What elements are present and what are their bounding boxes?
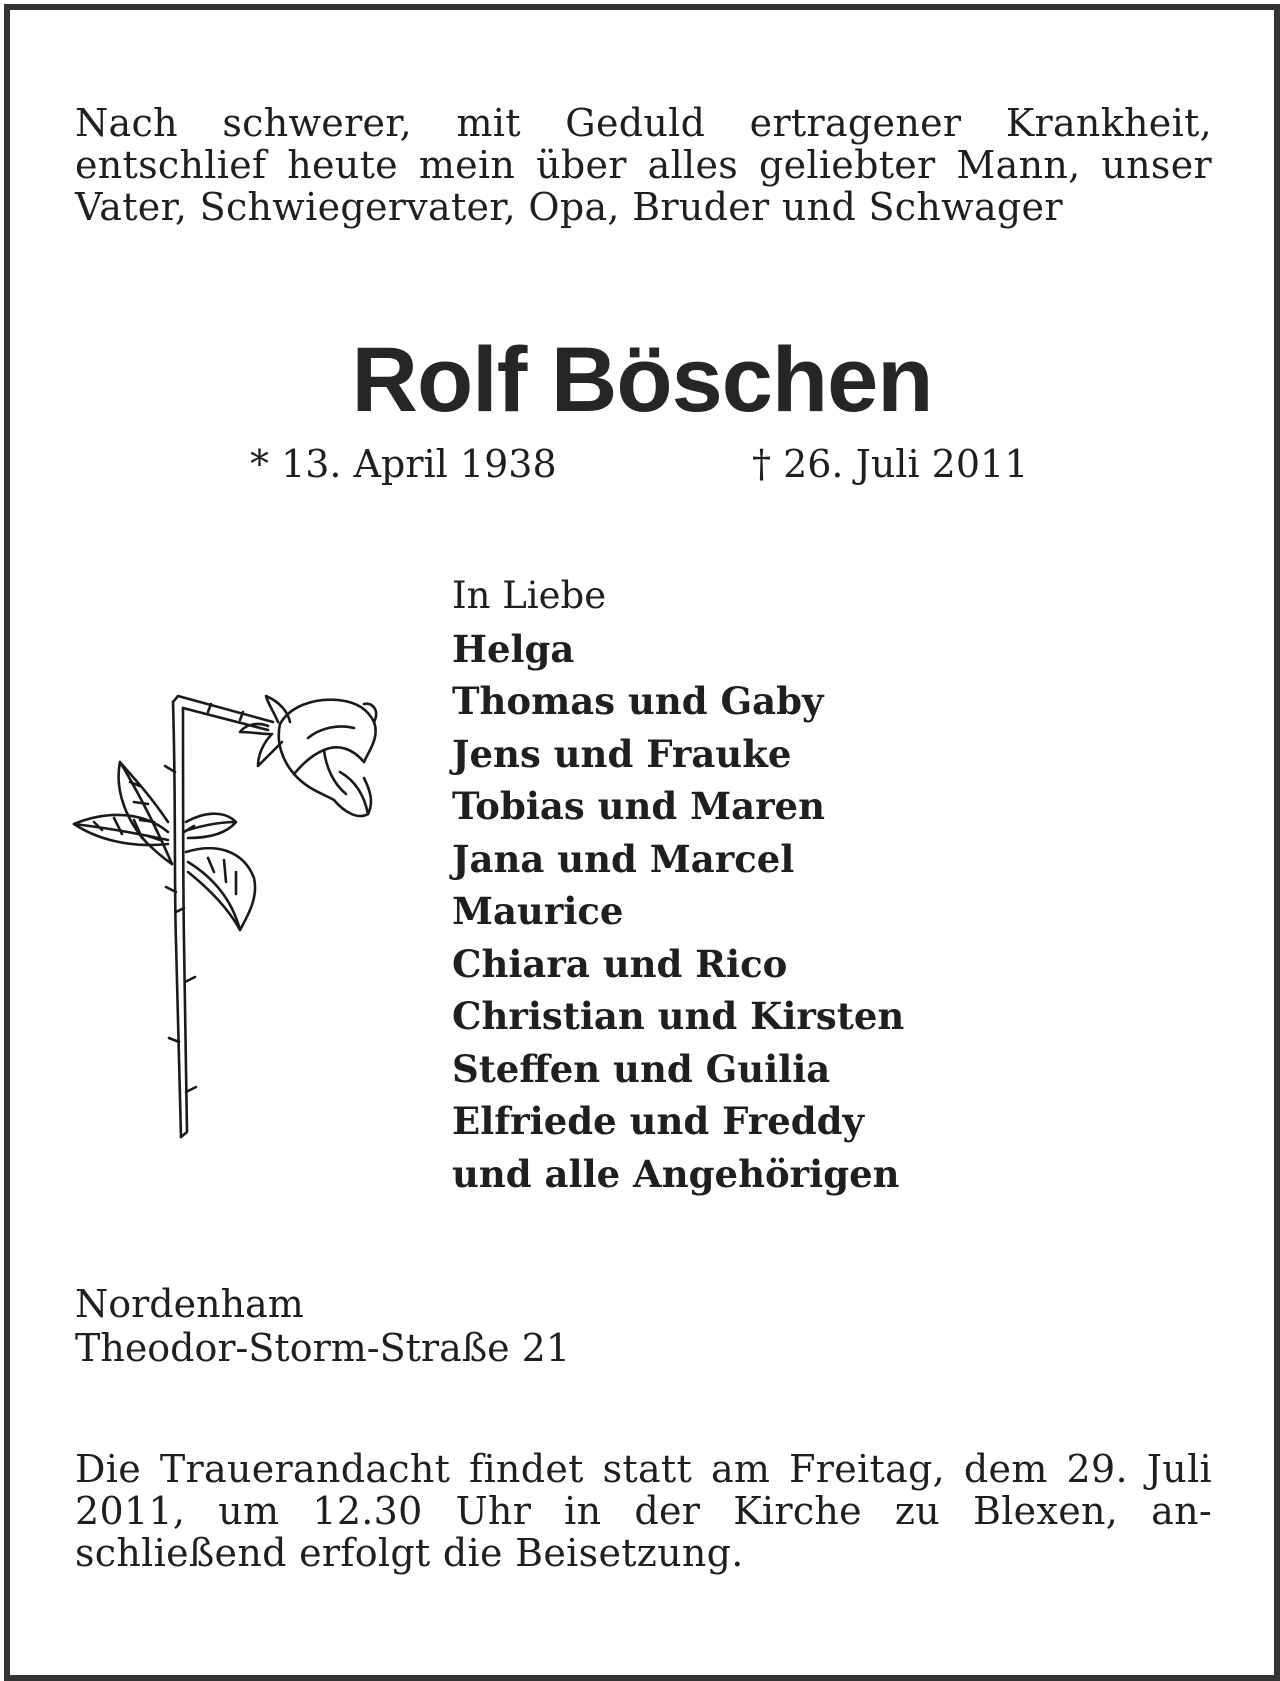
intro-line: Vater, Schwiegervater, Opa, Bruder und Schwager [75, 185, 1063, 229]
mourner-name: Helga [452, 626, 575, 671]
address-street: Theodor-Storm-Straße 21 [75, 1326, 571, 1370]
mourner-name: Steffen und Guilia [452, 1046, 831, 1091]
mourner-name: Chiara und Rico [452, 941, 788, 986]
deceased-name: Rolf Böschen [351, 329, 933, 431]
rose-icon [68, 682, 408, 1152]
obituary-notice [4, 4, 1280, 1681]
mourner-name: und alle Angehörigen [452, 1151, 900, 1196]
birth-date: * 13. April 1938 [250, 442, 557, 486]
notice-line: 2011, um 12.30 Uhr in der Kirche zu Blexen, an- [75, 1489, 1212, 1533]
mourner-name: Christian und Kirsten [452, 994, 905, 1038]
intro-text [75, 102, 1212, 228]
mourner-name: Maurice [452, 889, 624, 933]
notice-line: Die Trauerandacht findet statt am Freitag, dem 29. Juli [75, 1447, 1212, 1491]
death-date: † 26. Juli 2011 [752, 442, 1029, 486]
service-notice [75, 1448, 1212, 1574]
intro-line: Nach schwerer, mit Geduld ertragener Krankheit, [75, 101, 1212, 145]
intro-line: entschlief heute mein über alles geliebter Mann, unser [75, 143, 1212, 187]
address [75, 1282, 570, 1370]
mourner-name: Tobias und Maren [452, 784, 825, 828]
notice-line: schließend erfolgt die Beisetzung. [75, 1531, 744, 1575]
address-city: Nordenham [75, 1282, 304, 1326]
mourners-lead: In Liebe [452, 574, 607, 617]
mourner-name: Jens und Frauke [452, 731, 792, 776]
mourner-name: Jana und Marcel [452, 836, 795, 881]
mourners-list [452, 570, 904, 1200]
mourner-name: Elfriede und Freddy [452, 1099, 865, 1143]
mourner-name: Thomas und Gaby [452, 679, 824, 723]
